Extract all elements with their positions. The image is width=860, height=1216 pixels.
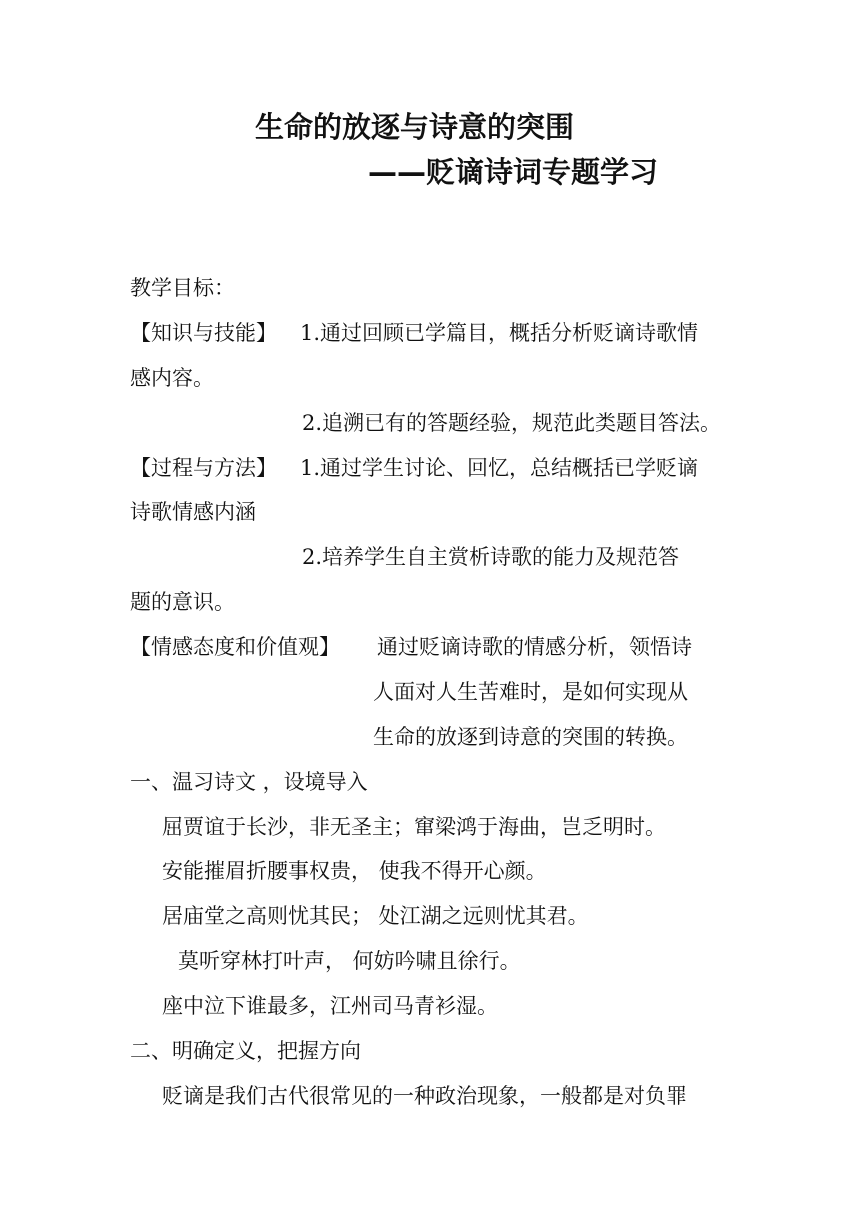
process-item2-line2: 题的意识。 (130, 590, 235, 614)
document-subtitle: ——贬谪诗词专题学习 (368, 155, 659, 189)
section2-paragraph-line1: 贬谪是我们古代很常见的一种政治现象，一般都是对负罪 (162, 1084, 687, 1108)
knowledge-label: 【知识与技能】 (130, 321, 277, 345)
emotion-line1: 通过贬谪诗歌的情感分析，领悟诗 (377, 635, 692, 659)
process-item2-line1: 2.培养学生自主赏析诗歌的能力及规范答 (302, 545, 680, 569)
poem-line-3: 居庙堂之高则忧其民； 处江湖之远则忧其君。 (162, 904, 589, 928)
poem-line-4: 莫听穿林打叶声， 何妨吟啸且徐行。 (178, 949, 521, 973)
poem-line-5: 座中泣下谁最多，江州司马青衫湿。 (162, 994, 498, 1018)
process-item1-line2: 诗歌情感内涵 (130, 500, 256, 524)
emotion-line3: 生命的放逐到诗意的突围的转换。 (373, 725, 688, 749)
poem-line-1: 屈贾谊于长沙，非无圣主；窜梁鸿于海曲，岂乏明时。 (162, 815, 666, 839)
emotion-line2: 人面对人生苦难时，是如何实现从 (373, 680, 688, 704)
process-label: 【过程与方法】 (130, 456, 277, 480)
section1-heading: 一、温习诗文 ，设境导入 (130, 770, 368, 794)
section2-heading: 二、明确定义，把握方向 (130, 1039, 361, 1063)
knowledge-item1-line1: 1.通过回顾已学篇目，概括分析贬谪诗歌情 (300, 321, 699, 345)
document-title: 生命的放逐与诗意的突围 (255, 110, 575, 144)
poem-line-2: 安能摧眉折腰事权贵， 使我不得开心颜。 (162, 859, 547, 883)
emotion-label: 【情感态度和价值观】 (130, 635, 340, 659)
knowledge-item1-line2: 感内容。 (130, 366, 214, 390)
knowledge-item2: 2.追溯已有的答题经验，规范此类题目答法。 (302, 411, 722, 435)
objectives-heading: 教学目标： (130, 276, 235, 300)
process-item1-line1: 1.通过学生讨论、回忆，总结概括已学贬谪 (300, 456, 699, 480)
